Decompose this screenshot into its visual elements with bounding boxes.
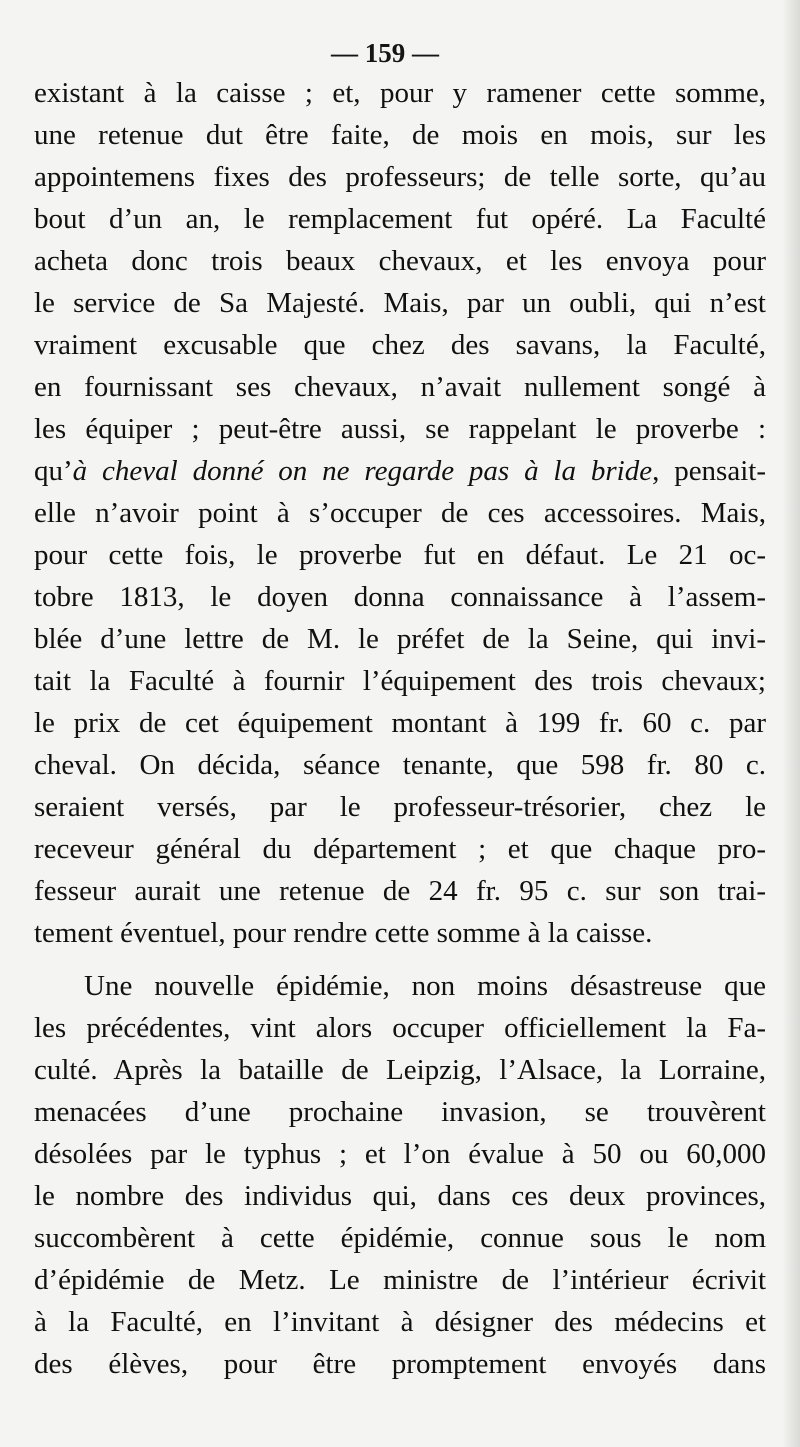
text-line: existant à la caisse ; et, pour y ramener cette somme, bbox=[34, 77, 766, 109]
text-line: seraient versés, par le professeur-trésorier, chez le bbox=[34, 791, 766, 823]
text-line: les précédentes, vint alors occuper officiellement la Fa- bbox=[34, 1012, 766, 1044]
text-line: elle n’avoir point à s’occuper de ces accessoires. Mais, bbox=[34, 497, 766, 529]
text-line: menacées d’une prochaine invasion, se trouvèrent bbox=[34, 1096, 766, 1128]
text-line: d’épidémie de Metz. Le ministre de l’intérieur écrivit bbox=[34, 1264, 766, 1296]
text-line: tait la Faculté à fournir l’équipement des trois chevaux; bbox=[34, 665, 766, 697]
text-line: succombèrent à cette épidémie, connue sous le nom bbox=[34, 1222, 766, 1254]
text-line-with-italic-proverb bbox=[34, 450, 766, 492]
text-line: culté. Après la bataille de Leipzig, l’Alsace, la Lorraine, bbox=[34, 1054, 766, 1086]
body-text bbox=[34, 72, 766, 1385]
paragraph-start-line: Une nouvelle épidémie, non moins désastreuse que bbox=[84, 970, 766, 1002]
text-line: le prix de cet équipement montant à 199 fr. 60 c. par bbox=[34, 707, 766, 739]
proverb-prefix: qu’ bbox=[34, 455, 73, 487]
text-line: à la Faculté, en l’invitant à désigner des médecins et bbox=[34, 1306, 766, 1338]
text-line: les équiper ; peut-être aussi, se rappelant le proverbe : bbox=[34, 413, 766, 445]
text-line: une retenue dut être faite, de mois en mois, sur les bbox=[34, 119, 766, 151]
paragraph-end-line: tement éventuel, pour rendre cette somme à la caisse. bbox=[34, 917, 653, 949]
proverb-italic: à cheval donné on ne regarde pas à la bride bbox=[72, 455, 653, 487]
text-line: le service de Sa Majesté. Mais, par un oubli, qui n’est bbox=[34, 287, 766, 319]
page-number: — 159 — bbox=[331, 38, 439, 68]
paragraph-gap bbox=[34, 954, 766, 965]
text-line: acheta donc trois beaux chevaux, et les envoya pour bbox=[34, 245, 766, 277]
text-line: en fournissant ses chevaux, n’avait nullement songé à bbox=[34, 371, 766, 403]
text-line: bout d’un an, le remplacement fut opéré. La Faculté bbox=[34, 203, 766, 235]
text-line: des élèves, pour être promptement envoyés dans bbox=[34, 1348, 766, 1380]
text-line: cheval. On décida, séance tenante, que 598 fr. 80 c. bbox=[34, 749, 766, 781]
text-line: appointemens fixes des professeurs; de telle sorte, qu’au bbox=[34, 161, 766, 193]
text-line: le nombre des individus qui, dans ces deux provinces, bbox=[34, 1180, 766, 1212]
text-line: fesseur aurait une retenue de 24 fr. 95 c. sur son trai- bbox=[34, 875, 766, 907]
text-line: pour cette fois, le proverbe fut en défaut. Le 21 oc- bbox=[34, 539, 766, 571]
text-line: tobre 1813, le doyen donna connaissance à l’assem- bbox=[34, 581, 766, 613]
text-line: vraiment excusable que chez des savans, la Faculté, bbox=[34, 329, 766, 361]
text-line: désolées par le typhus ; et l’on évalue à 50 ou 60,000 bbox=[34, 1138, 766, 1170]
proverb-suffix: , pensait- bbox=[652, 455, 766, 487]
text-line: receveur général du département ; et que chaque pro- bbox=[34, 833, 766, 865]
text-line: blée d’une lettre de M. le préfet de la Seine, qui invi- bbox=[34, 623, 766, 655]
